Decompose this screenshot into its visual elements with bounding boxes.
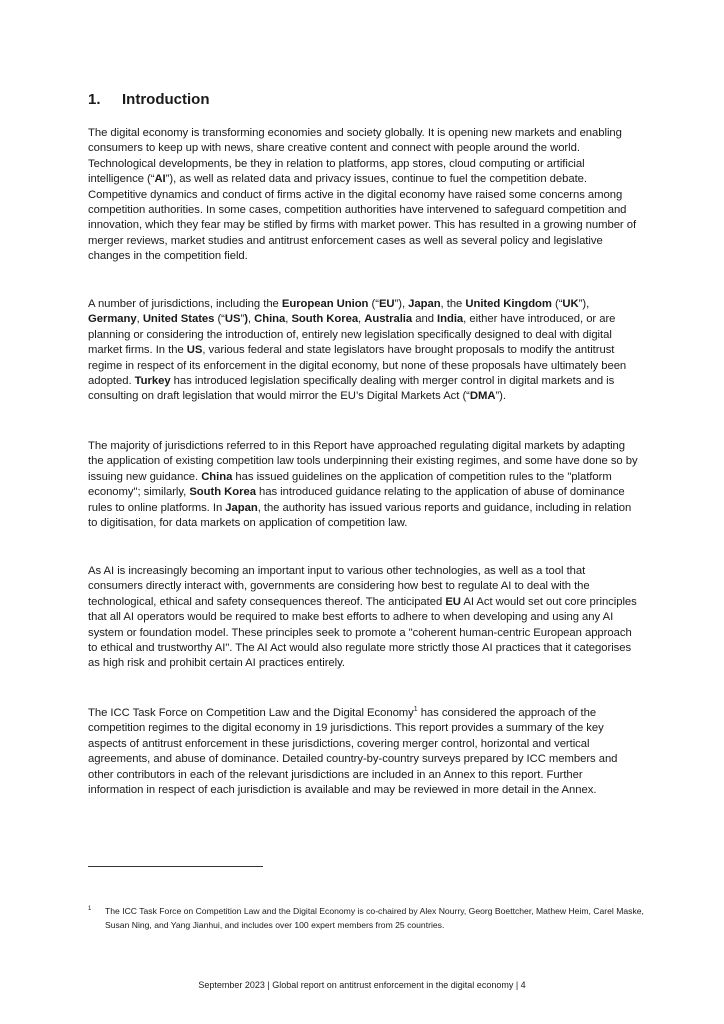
section-heading: [88, 91, 209, 108]
footnote-divider: [88, 866, 263, 867]
footnote-text: The ICC Task Force on Competition Law and the Digital Economy is co-chaired by Alex Nourry, Georg Boettcher, Mathew Heim, Carel Maske, Susan Ning, and Yang Jianhui, and includes over 100 expert members from 25 countries.: [105, 906, 644, 930]
paragraph-existing-tools: The majority of jurisdictions referred to in this Report have approached regulating digital markets by adapting the application of existing competition law tools underpinning their existing regimes, and some have done so by issuing new guidance. China has issued guidelines on the application of competition rules to the "platform economy"; similarly, South Korea has introduced guidance relating to the application of abuse of dominance rules to online platforms. In Japan, the authority has issued various reports and guidance, including in relation to digitisation, for data markets on application of competition law.: [88, 440, 638, 530]
page-footer: September 2023 | Global report on antitrust enforcement in the digital economy | 4: [198, 980, 526, 990]
paragraph-icc-task-force: The ICC Task Force on Competition Law and the Digital Economy$^1$ has considered the approach of the competition regimes to the digital economy in 19 jurisdictions. This report provides a summary of the key aspects of antitrust enforcement in these jurisdictions, covering merger control, horizontal and vertical agreements, and abuse of dominance. Detailed country-by-country surveys prepared by ICC members and other contributors in each of the relevant jurisdictions are included in an Annex to this report. Further information in respect of each jurisdiction is available and may be reviewed in more detail in the Annex.: [88, 706, 618, 797]
paragraph-jurisdictions: A number of jurisdictions, including the European Union (“EU”), Japan, the United Kingdom (“UK”), Germany, United States (“US”), China, South Korea, Australia and India, either have introduced, or are planning or considering the introduction of, entirely new legislation specifically designed to deal with digital market firms. In the US, various federal and state legislators have brought proposals to modify the antitrust regime in respect of its enforcement in the digital economy, but none of these proposals have ultimately been adopted. Turkey has introduced legislation specifically dealing with merger control in digital markets and is consulting on draft legislation that would mirror the EU’s Digital Markets Act (“DMA”).: [88, 298, 627, 403]
footnote-mark: 1: [88, 906, 92, 912]
section-number: 1.: [88, 91, 101, 108]
section-title: Introduction: [122, 91, 210, 108]
footnote: [88, 904, 648, 932]
paragraph-ai-regulation: As AI is increasingly becoming an important input to various other technologies, as well as a tool that consumers directly interact with, governments are considering how best to regulate AI to deal with the technological, ethical and safety consequences thereof. The anticipated EU AI Act would set out core principles that all AI operators would be required to make best efforts to adhere to when developing and using any AI system or foundation model. These principles seek to promote a "coherent human-centric European approach to ethical and trustworthy AI". The AI Act would also regulate more strictly those AI practices that it categorises as high risk and prohibit certain AI practices entirely.: [88, 565, 637, 670]
paragraph-digital-economy: The digital economy is transforming economies and society globally. It is opening new markets and enabling consumers to keep up with news, share creative content and connect with people around the world. Technological developments, be they in relation to platforms, app stores, cloud computing or artificial intelligence (“AI”), as well as related data and privacy issues, continue to fuel the competition debate. Competitive dynamics and conduct of firms active in the digital economy have raised some concerns among competition authorities. In some cases, competition authorities have intervened to safeguard competition and innovation, which they fear may be stifled by firms with market power. This has resulted in a growing number of merger reviews, market studies and antitrust enforcement cases as well as several policy and legislative changes in the competition field.: [88, 127, 637, 263]
